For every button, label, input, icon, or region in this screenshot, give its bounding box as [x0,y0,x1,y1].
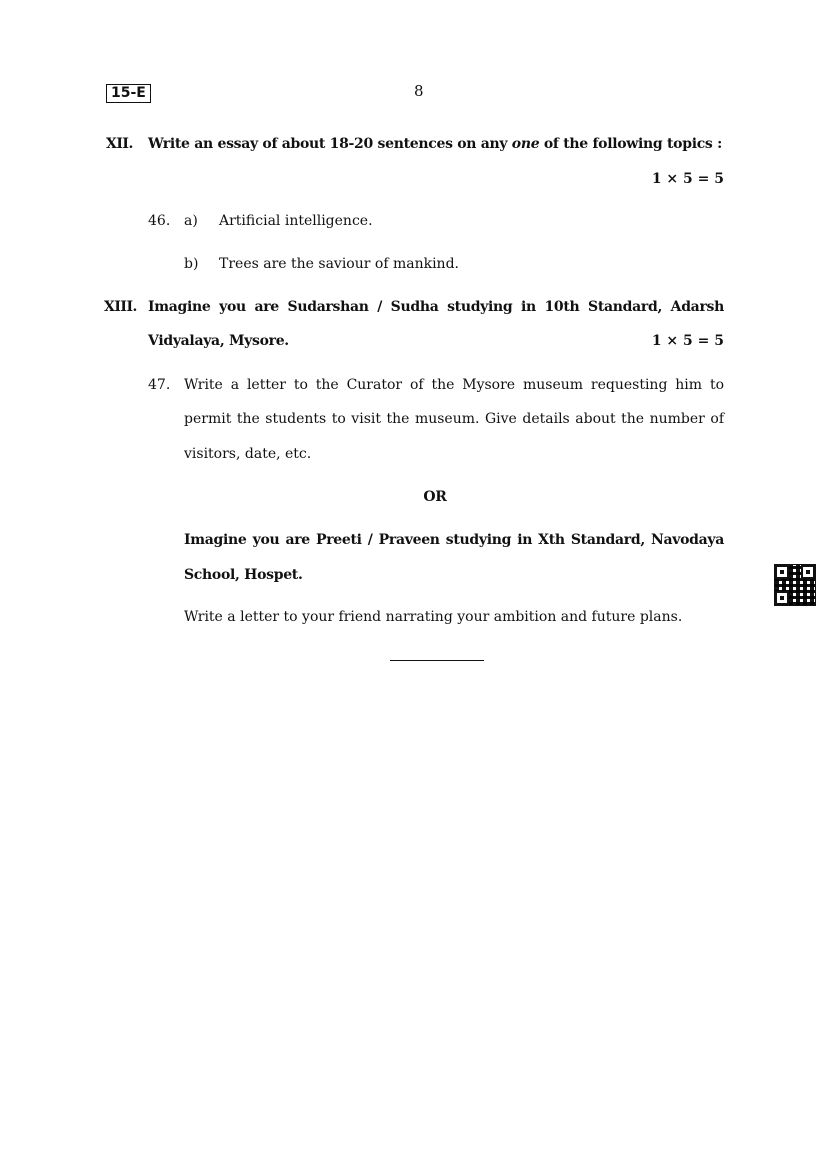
question-47-line1: Write a letter to the Curator of the Mysore museum requesting him to [184,377,724,393]
paper-code: 15-E [106,84,151,103]
option-a-label: a) [184,213,198,229]
section-xii-marks: 1 × 5 = 5 [651,171,724,187]
or-separator: OR [423,489,447,505]
section-xiii-instruction-line1: Imagine you are Sudarshan / Sudha studying in 10th Standard, Adarsh [148,299,724,315]
section-xii-instruction: Write an essay of about 18-20 sentences on any one of the following topics : [148,136,722,152]
alt-instruction-line2: School, Hospet. [184,567,303,583]
alt-instruction-line1: Imagine you are Preeti / Praveen studying in Xth Standard, Navodaya [184,532,724,548]
option-a-text: Artificial intelligence. [219,213,373,229]
question-47-line2: permit the students to visit the museum. Give details about the number of [184,411,724,427]
page-number: 8 [414,82,424,100]
option-b-text: Trees are the saviour of mankind. [219,256,459,272]
qr-code-icon [775,565,815,605]
section-xiii-instruction-line2: Vidyalaya, Mysore. [148,333,289,349]
end-rule [390,660,484,661]
option-b-label: b) [184,256,199,272]
section-xiii-marks: 1 × 5 = 5 [651,333,724,349]
alt-question-text: Write a letter to your friend narrating your ambition and future plans. [184,609,683,625]
question-number-46: 46. [148,213,171,229]
section-number-xii: XII. [106,136,133,152]
section-number-xiii: XIII. [104,299,137,315]
question-47-line3: visitors, date, etc. [184,446,312,462]
question-number-47: 47. [148,377,171,393]
